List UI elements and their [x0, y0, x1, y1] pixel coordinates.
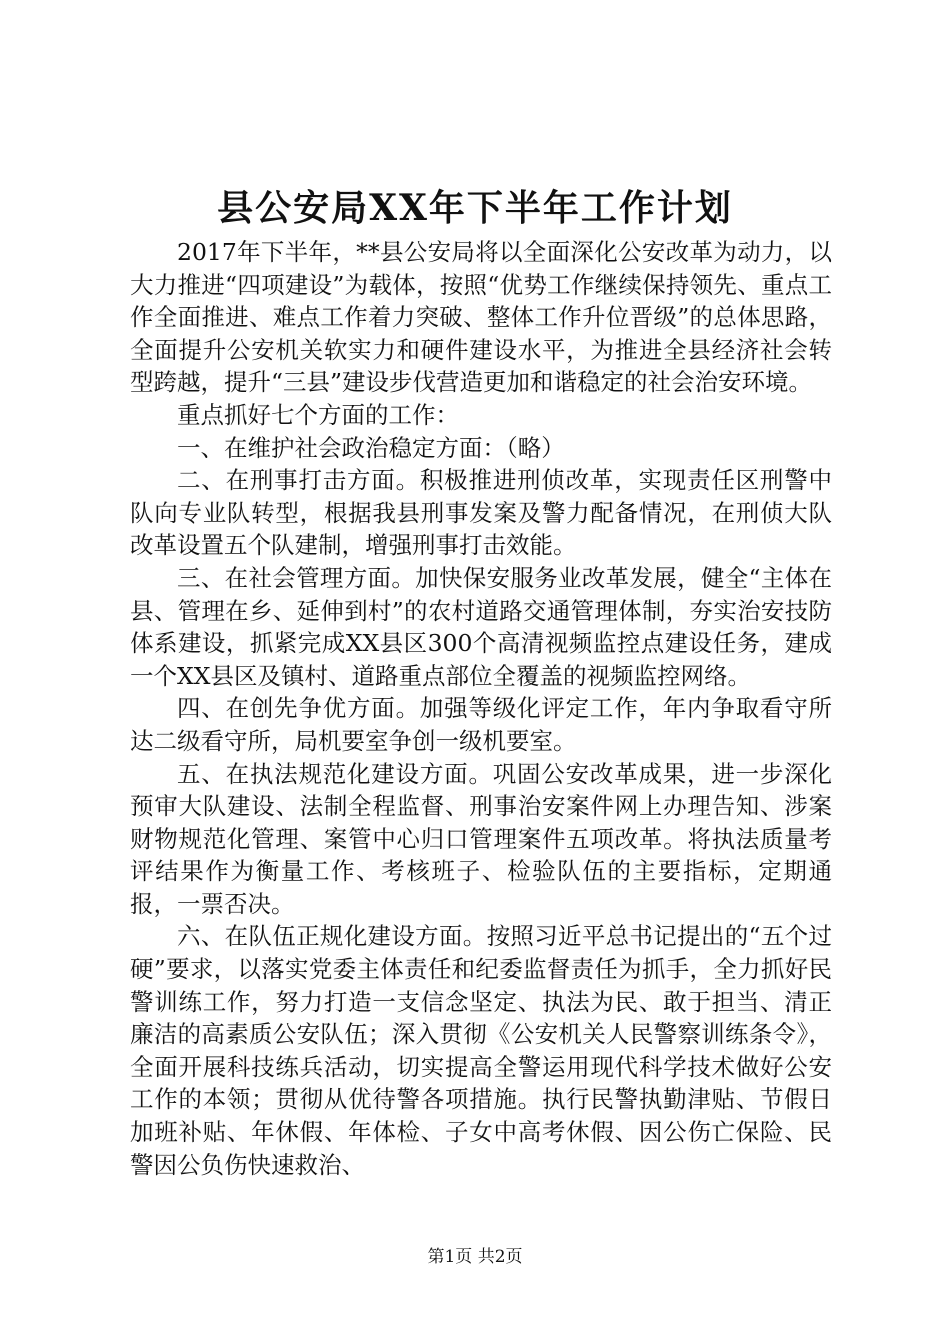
paragraph-focus: 重点抓好七个方面的工作： [177, 400, 459, 429]
paragraph-section-3: 三、在社会管理方面。加快保安服务业改革发展，健全“主体在县、管理在乡、延伸到村”的农村道路交通管理体制，夯实治安技防体系建设，抓紧完成XX县区300个高清视频监控点建设任务，建成一个XX县区及镇村、道路重点部位全覆盖的视频监控网络。 [130, 563, 832, 690]
paragraph-section-2: 二、在刑事打击方面。积极推进刑侦改革，实现责任区刑警中队向专业队转型，根据我县刑事发案及警力配备情况，在刑侦大队改革设置五个队建制，增强刑事打击效能。 [130, 466, 832, 560]
paragraph-section-6: 六、在队伍正规化建设方面。按照习近平总书记提出的“五个过硬”要求，以落实党委主体责任和纪委监督责任为抓手，全力抓好民警训练工作，努力打造一支信念坚定、执法为民、敢于担当、清正廉洁的高素质公安队伍；深入贯彻《公安机关人民警察训练条令》，全面开展科技练兵活动，切实提高全警运用现代科学技术做好公安工作的本领；贯彻从优待警各项措施。执行民警执勤津贴、节假日加班补贴、年休假、年体检、子女中高考休假、因公伤亡保险、民警因公负伤快速救治、 [130, 922, 832, 1179]
paragraph-section-5: 五、在执法规范化建设方面。巩固公安改革成果，进一步深化预审大队建设、法制全程监督、刑事治安案件网上办理告知、涉案财物规范化管理、案管中心归口管理案件五项改革。将执法质量考评结果作为衡量工作、考核班子、检验队伍的主要指标，定期通报，一票否决。 [130, 759, 832, 918]
paragraph-section-4: 四、在创先争优方面。加强等级化评定工作，年内争取看守所达二级看守所，局机要室争创一级机要室。 [130, 694, 832, 755]
page-number-footer: 第1页 共2页 [427, 1247, 523, 1267]
document-title: 县公安局XX年下半年工作计划 [217, 187, 733, 229]
document-body [130, 236, 832, 1181]
paragraph-section-1: 一、在维护社会政治稳定方面：（略） [177, 433, 565, 462]
paragraph-intro: 2017年下半年，**县公安局将以全面深化公安改革为动力，以大力推进“四项建设”为载体，按照“优势工作继续保持领先、重点工作全面推进、难点工作着力突破、整体工作升位晋级”的总体思路，全面提升公安机关软实力和硬件建设水平，为推进全县经济社会转型跨越，提升“三县”建设步伐营造更加和谐稳定的社会治安环境。 [130, 238, 832, 397]
